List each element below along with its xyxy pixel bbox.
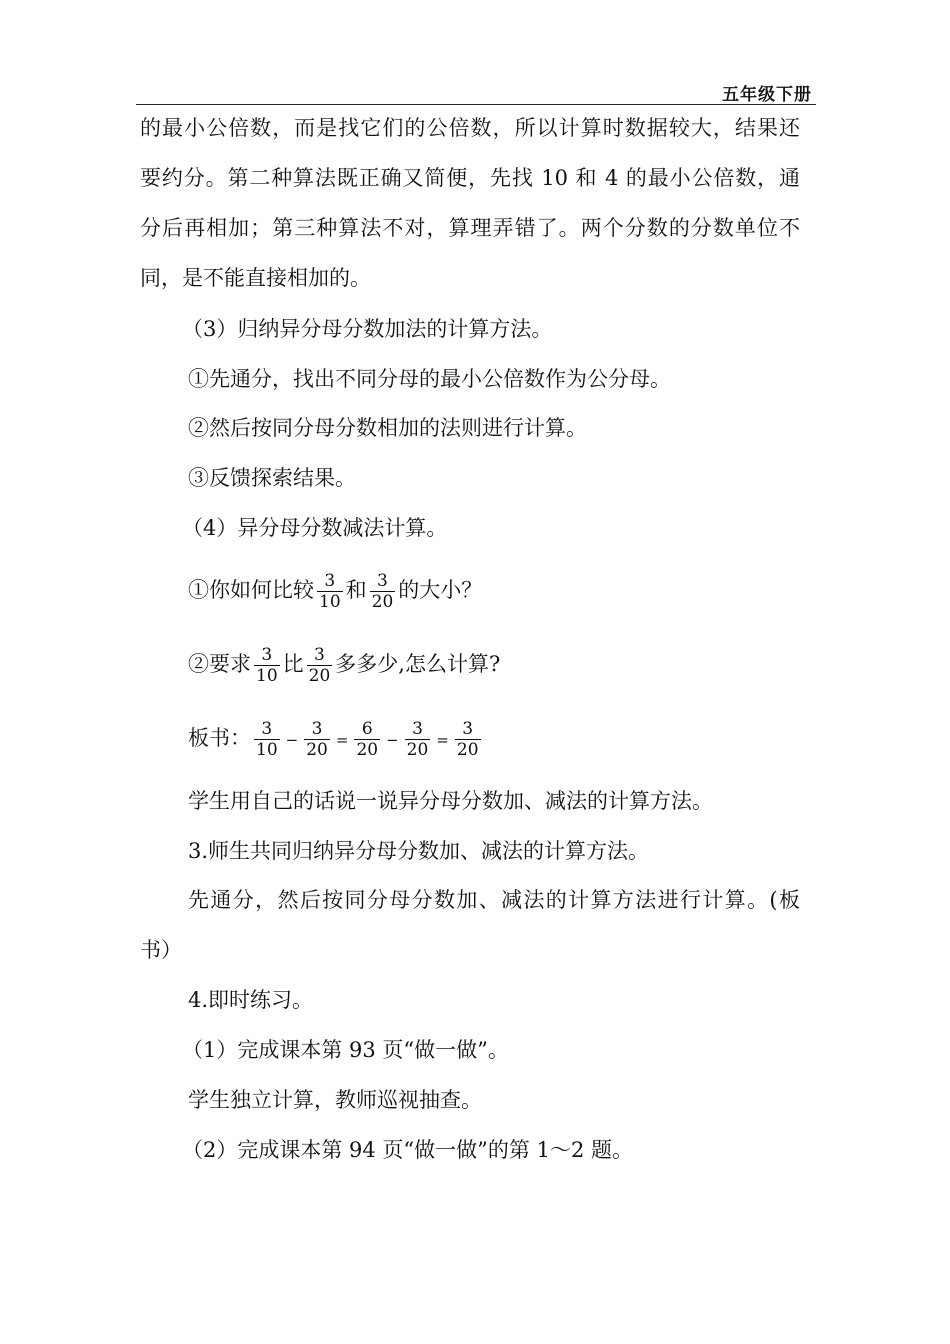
question-mid: 和 [345, 578, 367, 602]
section3-line: 先通分，然后按同分母分数加、减法的计算方法进行计算。(板 [188, 888, 800, 912]
question-suffix: 的大小？ [398, 578, 483, 602]
fraction: $\frac{3}{20}$ [456, 719, 479, 760]
equals-operator: = [335, 730, 349, 749]
paragraph-line: 分后再相加；第三种算法不对，算理弄错了。两个分数的分数单位不 [140, 216, 800, 240]
paragraph-line: 同，是不能直接相加的。 [140, 266, 371, 290]
section3-line: 书） [140, 938, 182, 962]
equals-operator: = [436, 730, 449, 749]
section4-heading: 4.即时练习。 [188, 988, 314, 1012]
exercise-item-2: （2）完成课本第 94 页“做一做”的第 1～2 题。 [182, 1138, 633, 1162]
step4-heading: （4）异分母分数减法计算。 [182, 516, 448, 540]
fraction: $\frac{3}{10}$ [319, 571, 341, 612]
fraction: $\frac{3}{20}$ [308, 645, 331, 686]
exercise-item-1: （1）完成课本第 93 页“做一做”。 [182, 1038, 509, 1062]
step3-item-1: ①先通分，找出不同分母的最小公倍数作为公分母。 [188, 367, 671, 391]
fraction: $\frac{3}{10}$ [256, 719, 278, 760]
board-equation [188, 716, 484, 762]
fraction: $\frac{3}{20}$ [371, 571, 394, 612]
page-header [136, 78, 816, 105]
minus-operator: − [285, 730, 299, 749]
difference-question [188, 642, 500, 686]
question-prefix: ②要求 [188, 652, 251, 676]
paragraph-line: 的最小公倍数，而是找它们的公倍数，所以计算时数据较大，结果还 [140, 116, 800, 140]
question-mid: 比 [282, 652, 304, 676]
minus-operator: − [386, 730, 399, 749]
step3-item-3: ③反馈探索结果。 [188, 466, 356, 490]
question-prefix: ①你如何比较 [188, 578, 314, 602]
section3-heading: 3.师生共同归纳异分母分数加、减法的计算方法。 [188, 839, 650, 863]
board-label: 板书： [188, 726, 251, 750]
paragraph-line: 要约分。第二种算法既正确又简便，先找 10 和 4 的最小公倍数，通 [140, 166, 800, 190]
step3-item-2: ②然后按同分母分数相加的法则进行计算。 [188, 416, 587, 440]
compare-question [188, 568, 482, 612]
step3-heading: （3）归纳异分母分数加法的计算方法。 [182, 317, 553, 341]
student-note: 学生用自己的话说一说异分母分数加、减法的计算方法。 [188, 789, 713, 813]
header-title: 五年级下册 [722, 85, 812, 105]
fraction: $\frac{6}{20}$ [356, 719, 379, 760]
question-suffix: 多多少,怎么计算? [335, 652, 501, 676]
fraction: $\frac{3}{20}$ [306, 719, 328, 760]
fraction: $\frac{3}{10}$ [256, 645, 278, 686]
exercise-note: 学生独立计算，教师巡视抽查。 [188, 1088, 482, 1112]
fraction: $\frac{3}{20}$ [406, 719, 429, 760]
